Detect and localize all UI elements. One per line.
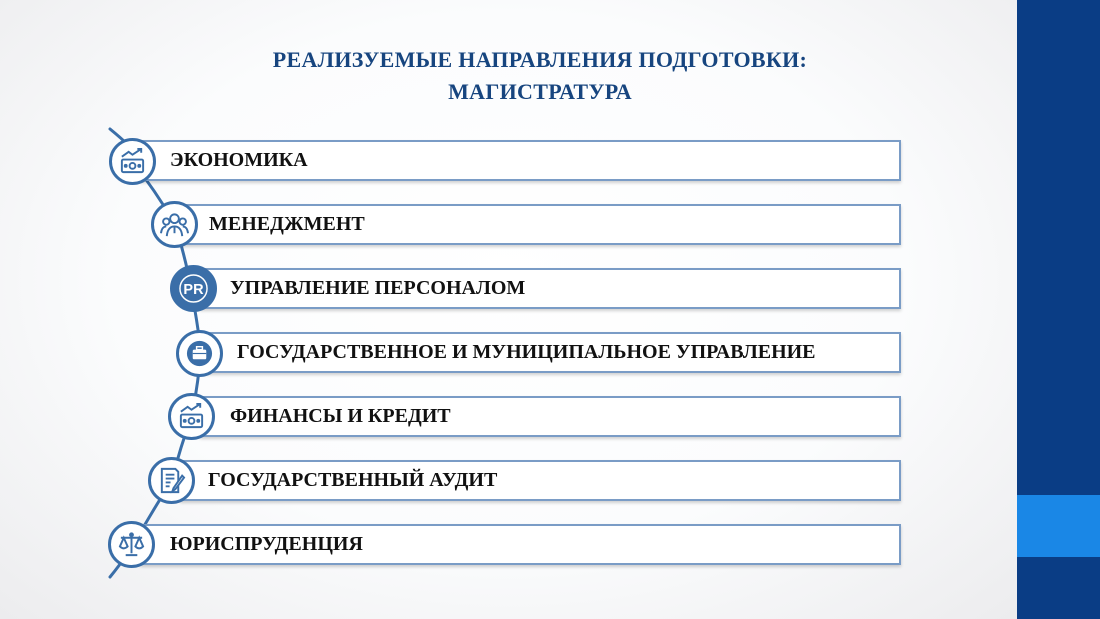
money-growth-icon (109, 138, 156, 185)
document-pen-icon (148, 457, 195, 504)
right-decor-accent (1017, 495, 1100, 557)
briefcase-icon (176, 330, 223, 377)
item-label-law: ЮРИСПРУДЕНЦИЯ (170, 533, 363, 555)
money-growth-icon (168, 393, 215, 440)
scales-icon (108, 521, 155, 568)
item-label-economics: ЭКОНОМИКА (170, 149, 308, 171)
svg-text:PR: PR (183, 281, 204, 298)
team-icon (151, 201, 198, 248)
slide-title-line2: МАГИСТРАТУРА (448, 79, 632, 104)
item-label-management: МЕНЕДЖМЕНТ (209, 213, 365, 235)
pr-icon (170, 265, 217, 312)
slide-title-line1: РЕАЛИЗУЕМЫЕ НАПРАВЛЕНИЯ ПОДГОТОВКИ: (272, 47, 808, 72)
item-label-public-admin: ГОСУДАРСТВЕННОЕ И МУНИЦИПАЛЬНОЕ УПРАВЛЕНИЕ (237, 341, 816, 363)
item-label-finance: ФИНАНСЫ И КРЕДИТ (230, 405, 451, 427)
item-label-audit: ГОСУДАРСТВЕННЫЙ АУДИТ (208, 469, 498, 491)
item-label-hr: УПРАВЛЕНИЕ ПЕРСОНАЛОМ (230, 277, 526, 299)
